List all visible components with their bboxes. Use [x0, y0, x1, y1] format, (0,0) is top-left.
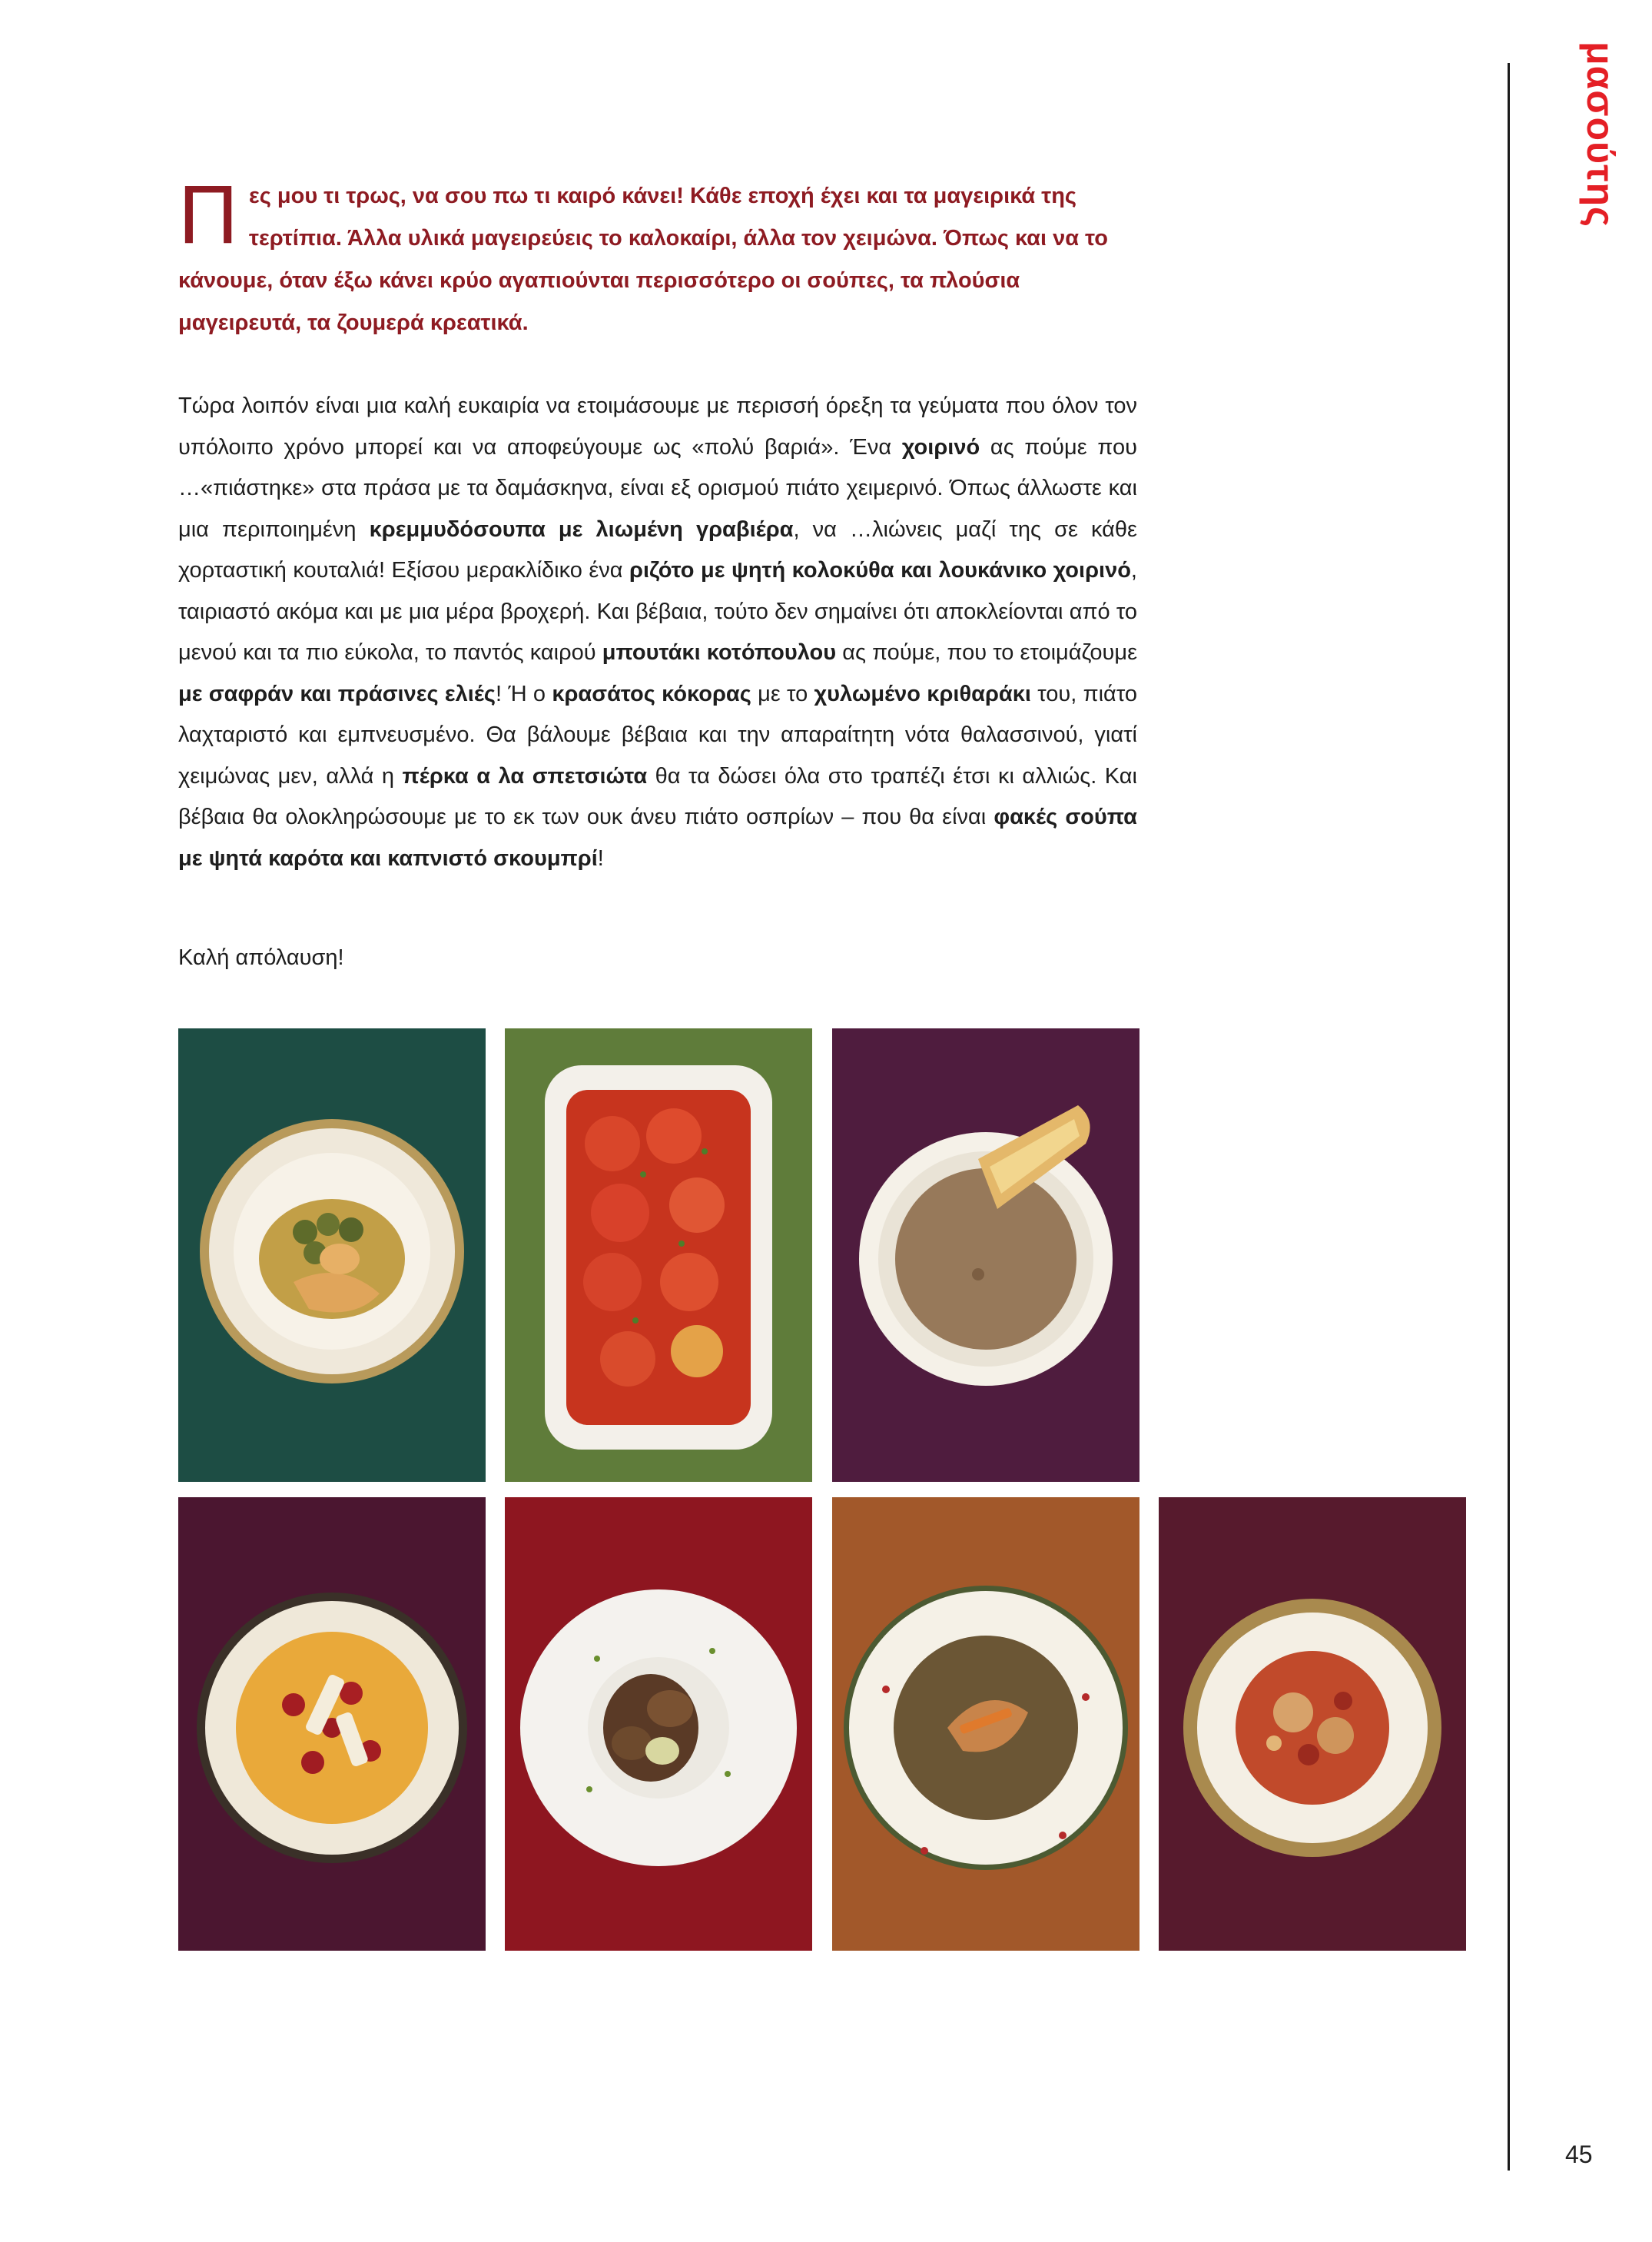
body-text-3: , να …λιώνεις μαζί της σε κάθε χορταστική κουταλιά! Εξίσου μερακλίδικο ένα — [178, 516, 1137, 583]
pumpkin-risotto-plate-icon — [178, 1497, 486, 1951]
body-text-4: , ταιριαστό ακόμα και με μια μέρα βροχερή. Και βέβαια, τούτο δεν σημαίνει ότι αποκλείονται από το μενού και τα πιο εύκολα, το παντός καιρού — [178, 558, 1137, 665]
body-text-6: ! Ή ο — [495, 681, 552, 706]
pork-leeks-plate-icon — [505, 1497, 812, 1951]
photo-chicken-olives — [178, 1028, 486, 1482]
body-text-2: ας πούμε που …«πιάστηκε» στα πράσα με τα δαμάσκηνα, είναι εξ ορισμού πιάτο χειμερινό. Όπως άλλωστε και μια περιποιημένη — [178, 434, 1137, 542]
brand-logo: μασούτης — [1579, 41, 1622, 228]
photo-tomato-bake — [505, 1028, 812, 1482]
photo-onion-soup — [832, 1028, 1139, 1482]
dish-pork: χοιρινό — [901, 434, 980, 460]
dropcap: Π — [178, 168, 238, 261]
intro-paragraph — [178, 168, 1137, 344]
dish-onion-soup: κρεμμυδόσουπα με λιωμένη γραβιέρα — [369, 516, 794, 542]
intro-text: ες μου τι τρως, να σου πω τι καιρό κάνει! Κάθε εποχή έχει και τα μαγειρικά της τερτίπια. Άλλα υλικά μαγειρεύεις το καλοκαίρι, άλλα τον χειμώνα. Όπως και να το κάνουμε, όταν έξω κάνει κρύο αγαπιούνται περισσότερο οι σούπες, τα πλούσια μαγειρευτά, τα ζουμερά κρεατικά. — [178, 184, 1108, 335]
onion-soup-bowl-icon — [832, 1028, 1139, 1482]
dish-lentil-soup: φακές σούπα με ψητά καρότα και καπνιστό σκουμπρί — [178, 805, 1138, 871]
dish-orzo: χυλωμένο κριθαράκι — [814, 681, 1031, 706]
body-paragraph — [178, 386, 1137, 879]
rooster-orzo-plate-icon — [1159, 1497, 1466, 1951]
photo-lentil-soup — [832, 1497, 1139, 1951]
body-text-9: θα τα δώσει όλα στο τραπέζι έτσι κι αλλιώς. Και βέβαια θα ολοκληρώσουμε με το εκ των ουκ άνευ πιάτο οσπρίων – που θα είναι — [178, 763, 1137, 829]
body-text-10: ! — [597, 845, 604, 871]
dish-chicken-drumstick: μπουτάκι κοτόπουλου — [602, 640, 837, 665]
tomato-baked-dish-icon — [505, 1028, 812, 1482]
page-number: 45 — [1565, 2141, 1593, 2168]
photo-pumpkin-risotto — [178, 1497, 486, 1951]
photo-rooster-orzo — [1159, 1497, 1466, 1951]
dish-risotto: ριζότο με ψητή κολοκύθα και λουκάνικο χοιρινό — [629, 558, 1131, 583]
closing-line: Καλή απόλαυση! — [178, 945, 344, 970]
dish-saffron-olives: με σαφράν και πράσινες ελιές — [178, 681, 496, 706]
dish-perch: πέρκα α λα σπετσιώτα — [402, 763, 648, 789]
vertical-divider — [1508, 63, 1510, 2171]
body-text-8: του, πιάτο λαχταριστό και εμπνευσμένο. Θα βάλουμε βέβαια και την απαραίτητη νότα θαλασσινού, γιατί χειμώνας μεν, αλλά η — [178, 681, 1137, 789]
body-text-5: ας πούμε, που το ετοιμάζουμε — [836, 640, 1137, 665]
dish-rooster: κρασάτος κόκορας — [552, 681, 751, 706]
photo-pork-leeks — [505, 1497, 812, 1951]
body-text-1: Τώρα λοιπόν είναι μια καλή ευκαιρία να ετοιμάσουμε με περισσή όρεξη τα γεύματα που όλον τον υπόλοιπο χρόνο μπορεί και να αποφεύγουμε ως «πολύ βαριά». Ένα — [178, 394, 1137, 460]
lentil-soup-plate-icon — [832, 1497, 1139, 1951]
body-text-7: με το — [751, 681, 814, 706]
chicken-olives-plate-icon — [178, 1028, 486, 1482]
